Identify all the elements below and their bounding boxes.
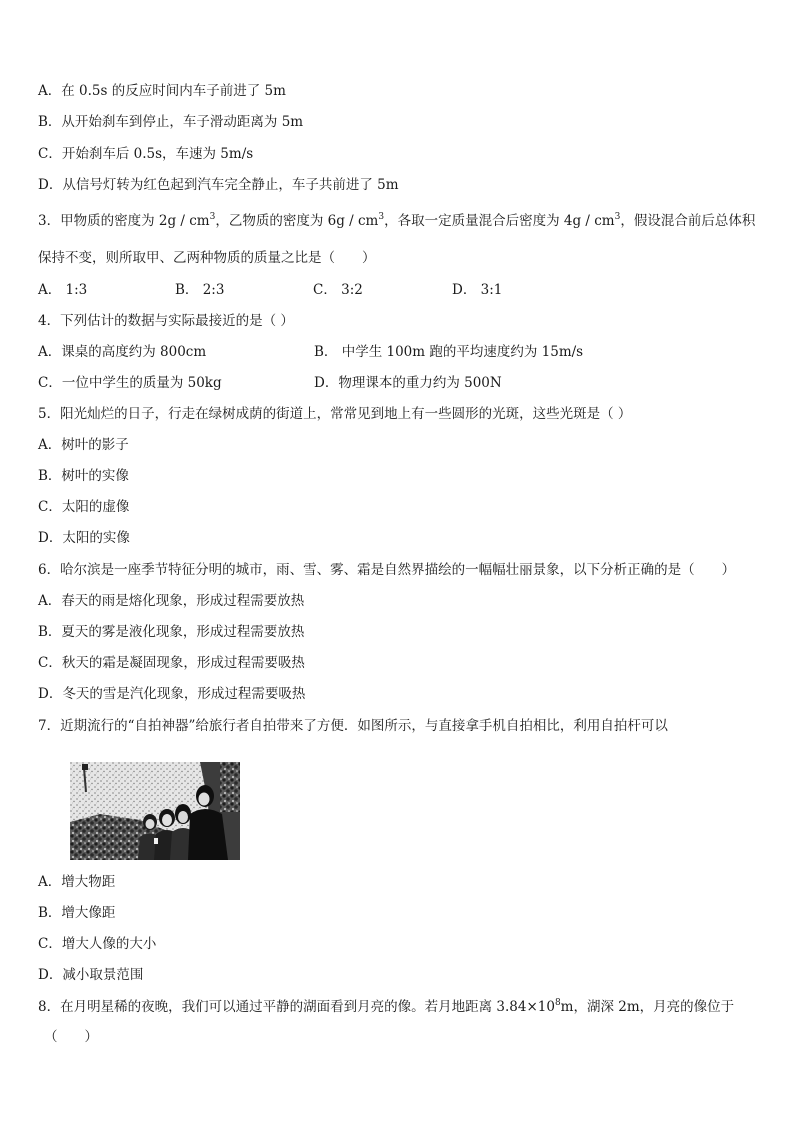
q2-option-a: A．在 0.5s 的反应时间内车子前进了 5m	[38, 83, 286, 99]
q8-stem	[38, 998, 734, 1016]
q7-stem: 7．近期流行的“自拍神器”给旅行者自拍带来了方便．如图所示，与直接拿手机自拍相比，利用自拍杆可以	[38, 718, 668, 734]
q3-option-b: B． 2:3	[175, 282, 225, 298]
q5-option-b: B．树叶的实像	[38, 468, 129, 484]
q5-option-d: D．太阳的实像	[38, 530, 130, 546]
q4-option-b: B． 中学生 100m 跑的平均速度约为 15m/s	[314, 344, 584, 360]
q3-stem-part: 3．甲物质的密度为 2g / cm	[38, 213, 210, 229]
q3-stem-part: ，假设混合前后总体积	[620, 213, 756, 229]
selfie-photo	[70, 762, 240, 860]
q5-option-c: C．太阳的虚像	[38, 499, 130, 515]
q2-option-d: D．从信号灯转为红色起到汽车完全静止，车子共前进了 5m	[38, 177, 399, 193]
superscript: 3	[614, 212, 621, 222]
q3-option-c: C． 3:2	[313, 282, 363, 298]
superscript: 8	[554, 998, 561, 1008]
q6-option-d: D．冬天的雪是汽化现象，形成过程需要吸热	[38, 686, 306, 702]
q6-stem: 6．哈尔滨是一座季节特征分明的城市，雨、雪、雾、霜是自然界描绘的一幅幅壮丽景象，以下分析正确的是（ ）	[38, 562, 736, 578]
q3-option-d: D． 3:1	[452, 282, 503, 298]
q3-stem-part: ，各取一定质量混合后密度为 4g / cm	[384, 213, 615, 229]
q4-option-a: A．课桌的高度约为 800cm	[38, 344, 207, 360]
q3-option-a: A． 1:3	[38, 282, 88, 298]
superscript: 3	[209, 212, 216, 222]
q6-option-a: A．春天的雨是熔化现象，形成过程需要放热	[38, 593, 305, 609]
superscript: 3	[378, 212, 385, 222]
q4-option-c: C．一位中学生的质量为 50kg	[38, 375, 222, 391]
q8-stem-part: m，湖深 2m，月亮的像位于	[560, 999, 735, 1015]
q7-option-a: A．增大物距	[38, 874, 116, 890]
q4-option-d: D．物理课本的重力约为 500N	[314, 375, 502, 391]
q4-stem: 4．下列估计的数据与实际最接近的是（ ）	[38, 313, 294, 329]
q6-option-c: C．秋天的霜是凝固现象，形成过程需要吸热	[38, 655, 305, 671]
q2-option-c: C．开始刹车后 0.5s，车速为 5m/s	[38, 146, 254, 162]
q8-stem-line2: （ ）	[44, 1029, 98, 1045]
q6-option-b: B．夏天的雾是液化现象，形成过程需要放热	[38, 624, 305, 640]
q5-option-a: A．树叶的影子	[38, 437, 129, 453]
q3-stem-line2: 保持不变，则所取甲、乙两种物质的质量之比是（ ）	[38, 250, 376, 266]
q7-option-c: C．增大人像的大小	[38, 936, 157, 952]
q2-option-b: B．从开始刹车到停止，车子滑动距离为 5m	[38, 114, 304, 130]
q5-stem: 5．阳光灿烂的日子，行走在绿树成荫的街道上，常常见到地上有一些圆形的光斑，这些光斑是（ ）	[38, 406, 632, 422]
q3-stem	[38, 212, 755, 230]
q7-option-b: B．增大像距	[38, 905, 116, 921]
selfie-photo-graphic	[70, 762, 240, 860]
q7-option-d: D．减小取景范围	[38, 967, 144, 983]
q3-stem-part: ，乙物质的密度为 6g / cm	[215, 213, 379, 229]
q8-stem-part: 8．在月明星稀的夜晚，我们可以通过平静的湖面看到月亮的像。若月地距离 3.84×10	[38, 999, 555, 1015]
